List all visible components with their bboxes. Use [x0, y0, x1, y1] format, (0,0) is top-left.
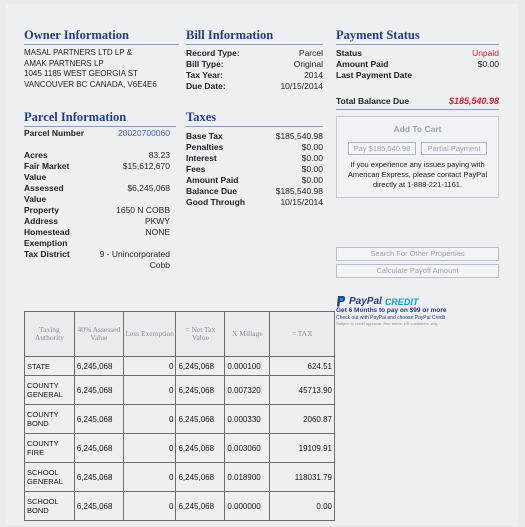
assessed-value: $6,245,068 [127, 183, 170, 193]
bill-row [186, 70, 323, 81]
column-header: X Millage [225, 312, 270, 357]
tax-value: $185,540.98 [275, 186, 323, 196]
tax-value: $185,540.98 [275, 131, 323, 141]
paypal-logo-icon [336, 296, 346, 307]
cell-authority: STATE [25, 357, 75, 376]
owner-line: AMAK PARTNERS LP [24, 58, 104, 68]
cell-authority: SCHOOL GENERAL [25, 463, 75, 492]
bill-value: Parcel [298, 48, 323, 58]
tax-bill-page [6, 4, 519, 525]
add-to-cart-label: Add To Cart [393, 124, 442, 134]
property-address-label: Property Address [24, 205, 59, 226]
partial-payment-button[interactable]: Partial Payment [421, 142, 487, 155]
tax-label: Penalties [186, 142, 224, 152]
payment-title: Payment Status [336, 28, 499, 45]
tax-district-value: 9 - Unincorporated Cobb [99, 249, 170, 270]
fmv-label: Fair Market Value [24, 161, 70, 182]
paypal-brand: PayPal [349, 296, 382, 307]
table-row [25, 405, 335, 434]
payment-section [336, 28, 499, 81]
column-header: = TAX [270, 312, 335, 357]
last-payment-row [336, 70, 499, 81]
table-row [25, 492, 335, 521]
cell-exemption: 0 [123, 492, 176, 521]
tax-district-label: Tax District [24, 249, 70, 259]
paypal-headline: Get 6 Months to pay on $99 or more [336, 307, 447, 314]
cell-exemption: 0 [123, 405, 176, 434]
parcel-values [90, 128, 170, 271]
table-row [25, 357, 335, 376]
tax-row [186, 142, 323, 153]
property-address-value: 1650 N COBB PKWY [116, 205, 170, 226]
cell-net: 6,245,068 [176, 434, 225, 463]
cell-authority: COUNTY FIRE [25, 434, 75, 463]
amount-paid-row [336, 59, 499, 70]
levy-header-row [25, 312, 335, 357]
tax-row [186, 197, 323, 208]
pay-full-button[interactable]: Pay $185,540.98 [348, 142, 416, 155]
tax-label: Amount Paid [186, 175, 239, 185]
table-row [25, 434, 335, 463]
bill-row [186, 81, 323, 92]
tax-label: Interest [186, 153, 217, 163]
total-balance-row [336, 96, 499, 110]
cart-box [336, 116, 499, 198]
cell-net: 6,245,068 [176, 376, 225, 405]
homestead-label: Homestead Exemption [24, 227, 70, 248]
cell-exemption: 0 [123, 463, 176, 492]
bill-value: Original [293, 59, 323, 69]
bill-title: Bill Information [186, 28, 323, 45]
cell-exemption: 0 [123, 357, 176, 376]
parcel-number-link[interactable]: 20020700060 [117, 128, 170, 138]
owner-line: MASAL PARTNERS LTD LP & [24, 48, 133, 57]
bill-value: 2014 [304, 70, 323, 80]
total-balance-value: $185,540.98 [448, 96, 499, 106]
tax-label: Fees [186, 164, 206, 174]
tax-value: $0.00 [301, 164, 323, 174]
cell-assessed: 6,245,068 [74, 376, 123, 405]
calculate-payoff-button[interactable]: Calculate Payoff Amount [336, 264, 499, 278]
cell-authority: COUNTY GENERAL [25, 376, 75, 405]
tax-label: Base Tax [186, 131, 223, 141]
owner-lines [24, 48, 179, 90]
acres-label: Acres [24, 150, 48, 160]
bill-label: Tax Year: [186, 70, 224, 80]
bill-row [186, 48, 323, 59]
tax-label: Good Through [186, 197, 246, 207]
cell-millage: 0.003060 [225, 434, 270, 463]
cell-tax: 0.00 [270, 492, 335, 521]
paypal-fine-print: Subject to credit approval. See terms. US customers only. [336, 321, 439, 326]
cell-tax: 19109.91 [270, 434, 335, 463]
parcel-section [24, 110, 176, 127]
cell-authority: SCHOOL BOND [25, 492, 75, 521]
cell-net: 6,245,068 [176, 405, 225, 434]
parcel-labels [24, 128, 84, 260]
cell-assessed: 6,245,068 [74, 492, 123, 521]
paypal-credit-label: CREDIT [384, 296, 419, 307]
owner-title: Owner Information [24, 28, 179, 45]
cell-net: 6,245,068 [176, 357, 225, 376]
taxes-section [186, 110, 323, 208]
acres-value: 83.23 [148, 150, 170, 160]
status-row [336, 48, 499, 59]
tax-row [186, 164, 323, 175]
cell-assessed: 6,245,068 [74, 405, 123, 434]
tax-row [186, 186, 323, 197]
levy-table [24, 311, 335, 521]
cell-assessed: 6,245,068 [74, 357, 123, 376]
status-badge: Unpaid [472, 48, 499, 58]
bill-label: Record Type: [186, 48, 240, 58]
tax-row [186, 131, 323, 142]
cell-millage: 0.000330 [225, 405, 270, 434]
homestead-value: NONE [145, 227, 170, 237]
taxes-rows [186, 131, 323, 208]
tax-row [186, 153, 323, 164]
parcel-number-label: Parcel Number [24, 128, 84, 138]
cell-millage: 0.000000 [225, 492, 270, 521]
tax-value: $0.00 [301, 153, 323, 163]
search-other-properties-button[interactable]: Search For Other Properties [336, 247, 499, 261]
cell-assessed: 6,245,068 [74, 463, 123, 492]
cell-exemption: 0 [123, 376, 176, 405]
parcel-title: Parcel Information [24, 110, 176, 127]
cell-tax: 45713.90 [270, 376, 335, 405]
bill-value: 10/15/2014 [280, 81, 323, 91]
amount-paid-label: Amount Paid [336, 59, 389, 69]
cell-net: 6,245,068 [176, 463, 225, 492]
cell-millage: 0.007320 [225, 376, 270, 405]
bill-label: Bill Type: [186, 59, 224, 69]
cell-tax: 624.51 [270, 357, 335, 376]
total-balance-label: Total Balance Due [336, 96, 410, 106]
bill-section [186, 28, 323, 92]
amount-paid-value: $0.00 [477, 59, 499, 69]
tax-row [186, 175, 323, 186]
taxes-title: Taxes [186, 110, 323, 127]
assessed-label: Assessed Value [24, 183, 64, 204]
amex-notice: If you experience any issues paying with American Express, please contact PayPal directly at 1-888-221-1161. [347, 160, 488, 189]
cell-millage: 0.018900 [225, 463, 270, 492]
column-header: Less Exemption [123, 312, 176, 357]
bill-label: Due Date: [186, 81, 226, 91]
owner-line: 1045 1185 WEST GEORGIA ST [24, 69, 138, 78]
owner-section [24, 28, 179, 90]
fmv-value: $15,612,670 [122, 161, 170, 171]
paypal-sub: Check out with PayPal and choose PayPal Credit [336, 315, 446, 321]
table-row [25, 463, 335, 492]
cell-tax: 2060.87 [270, 405, 335, 434]
status-label: Status [336, 48, 362, 58]
tax-value: 10/15/2014 [280, 197, 323, 207]
bill-row [186, 59, 323, 70]
column-header: = Net Tax Value [176, 312, 225, 357]
table-row [25, 376, 335, 405]
tax-value: $0.00 [301, 175, 323, 185]
bill-rows [186, 48, 323, 92]
cell-authority: COUNTY BOND [25, 405, 75, 434]
last-payment-label: Last Payment Date [336, 70, 413, 80]
owner-line: VANCOUVER BC CANADA, V6E4E6 [24, 79, 157, 89]
cell-millage: 0.000100 [225, 357, 270, 376]
cell-tax: 118031.79 [270, 463, 335, 492]
cell-assessed: 6,245,068 [74, 434, 123, 463]
tax-label: Balance Due [186, 186, 238, 196]
cell-exemption: 0 [123, 434, 176, 463]
column-header: 40% Assessed Value [74, 312, 123, 357]
cell-net: 6,245,068 [176, 492, 225, 521]
paypal-credit-banner[interactable] [336, 296, 496, 330]
column-header: Taxing Authority [25, 312, 75, 357]
tax-value: $0.00 [301, 142, 323, 152]
